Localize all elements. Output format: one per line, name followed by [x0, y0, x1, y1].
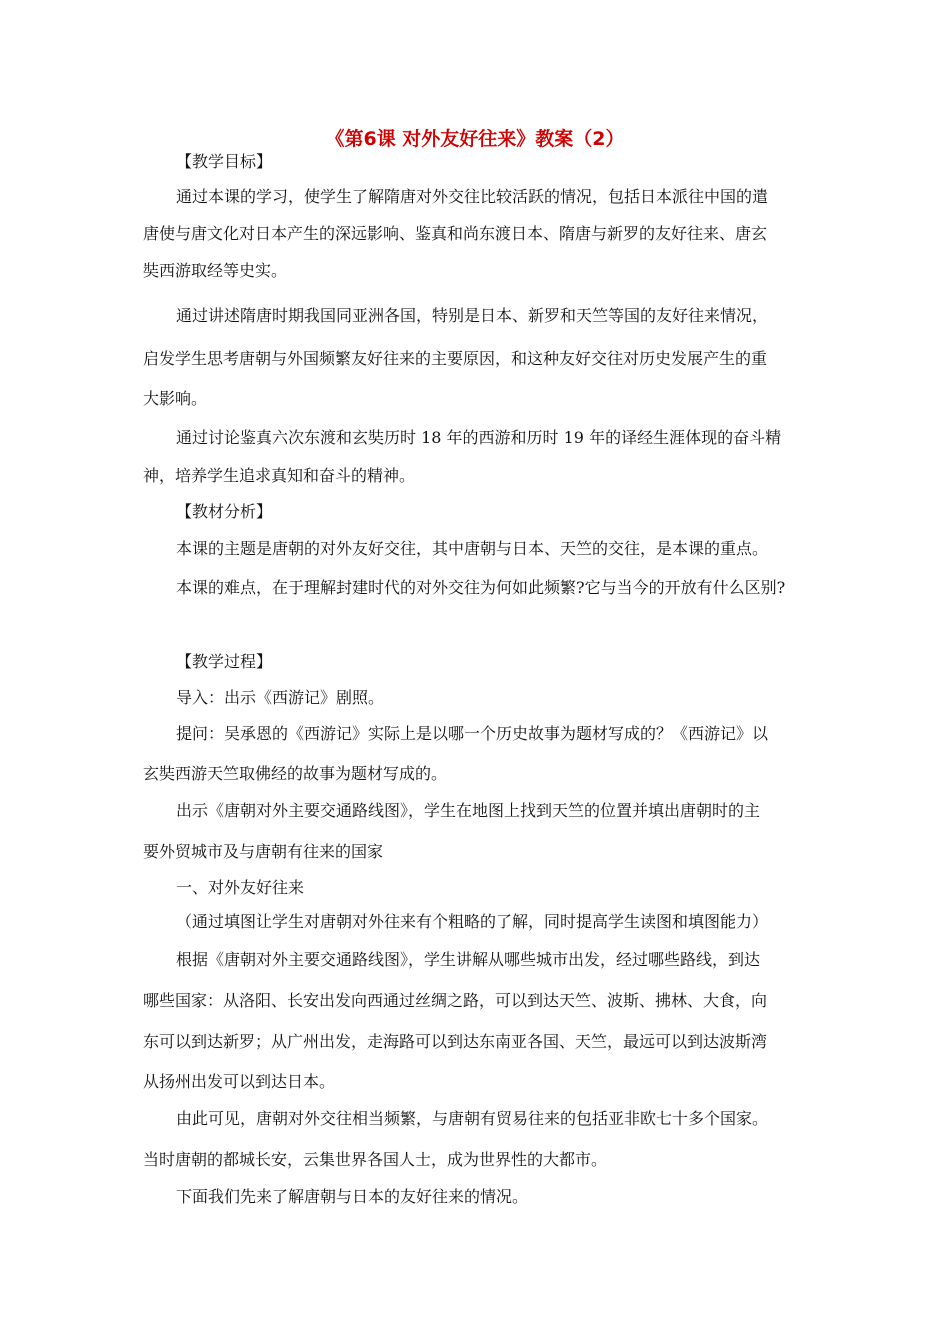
paragraph-line: 本课的主题是唐朝的对外友好交往，其中唐朝与日本、天竺的交往，是本课的重点。: [176, 539, 769, 558]
paragraph-line: 东可以到达新罗；从广州出发，走海路可以到达东南亚各国、天竺，最远可以到达波斯湾: [143, 1032, 768, 1051]
paragraph-line: （通过填图让学生对唐朝对外往来有个粗略的了解，同时提高学生读图和填图能力）: [176, 912, 769, 931]
paragraph-line: 从扬州出发可以到达日本。: [143, 1072, 336, 1091]
document-title: 《第6课 对外友好往来》教案（2）: [325, 128, 625, 150]
paragraph-line: 下面我们先来了解唐朝与日本的友好往来的情况。: [176, 1187, 529, 1206]
paragraph-line: 唐使与唐文化对日本产生的深远影响、鉴真和尚东渡日本、隋唐与新罗的友好往来、唐玄: [143, 224, 768, 243]
section-heading-analysis: 【教材分析】: [176, 502, 273, 521]
paragraph-line: 出示《唐朝对外主要交通路线图》，学生在地图上找到天竺的位置并填出唐朝时的主: [176, 801, 761, 820]
paragraph-line: 提问：吴承恩的《西游记》实际上是以哪一个历史故事为题材写成的？《西游记》以: [176, 724, 769, 743]
paragraph-line: 神，培养学生追求真知和奋斗的精神。: [143, 466, 416, 485]
paragraph-line: 哪些国家：从洛阳、长安出发向西通过丝绸之路，可以到达天竺、波斯、拂林、大食，向: [143, 991, 768, 1010]
paragraph-line: 玄奘西游天竺取佛经的故事为题材写成的。: [143, 764, 448, 783]
paragraph-line: 奘西游取经等史实。: [143, 261, 288, 280]
paragraph-line: 本课的难点，在于理解封建时代的对外交往为何如此频繁?它与当今的开放有什么区别?: [176, 578, 786, 597]
paragraph-line: 导入：出示《西游记》剧照。: [176, 688, 385, 707]
subsection-heading: 一、对外友好往来: [176, 878, 305, 897]
paragraph-line: 当时唐朝的都城长安，云集世界各国人士，成为世界性的大都市。: [143, 1150, 608, 1169]
paragraph-line: 要外贸城市及与唐朝有往来的国家: [143, 842, 384, 861]
paragraph-line: 根据《唐朝对外主要交通路线图》，学生讲解从哪些城市出发，经过哪些路线，到达: [176, 950, 761, 969]
paragraph-line: 大影响。: [143, 389, 208, 408]
paragraph-line: 通过讨论鉴真六次东渡和玄奘历时 18 年的西游和历时 19 年的译经生涯体现的奋斗精: [176, 428, 782, 447]
paragraph-line: 启发学生思考唐朝与外国频繁友好往来的主要原因，和这种友好交往对历史发展产生的重: [143, 349, 768, 368]
paragraph-line: 通过讲述隋唐时期我国同亚洲各国，特别是日本、新罗和天竺等国的友好往来情况，: [176, 306, 769, 325]
section-heading-goals: 【教学目标】: [176, 152, 273, 171]
section-heading-process: 【教学过程】: [176, 652, 273, 671]
paragraph-line: 由此可见，唐朝对外交往相当频繁，与唐朝有贸易往来的包括亚非欧七十多个国家。: [176, 1109, 769, 1128]
paragraph-line: 通过本课的学习，使学生了解隋唐对外交往比较活跃的情况，包括日本派往中国的遣: [176, 187, 769, 206]
